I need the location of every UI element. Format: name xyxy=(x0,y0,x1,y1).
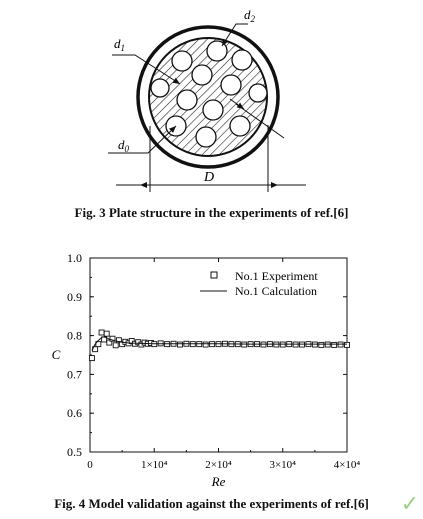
legend-label: No.1 Calculation xyxy=(235,284,317,298)
data-point xyxy=(319,342,324,347)
legend-label: No.1 Experiment xyxy=(235,269,318,283)
data-point xyxy=(177,342,182,347)
data-point xyxy=(203,342,208,347)
hole xyxy=(232,50,252,70)
plate-structure-diagram xyxy=(0,0,423,200)
hole xyxy=(249,84,267,102)
label-d1: $d_1$ xyxy=(114,36,125,53)
hole xyxy=(177,90,197,110)
hole xyxy=(207,41,227,61)
y-tick-label: 0.8 xyxy=(67,328,82,343)
hole xyxy=(221,75,241,95)
validation-chart xyxy=(0,244,423,494)
data-point xyxy=(99,330,104,335)
hole xyxy=(192,65,212,85)
data-point xyxy=(345,342,350,347)
y-tick-label: 0.6 xyxy=(67,406,82,421)
hole xyxy=(151,79,169,97)
figure-4 xyxy=(0,244,423,494)
data-point xyxy=(332,342,337,347)
data-point xyxy=(104,331,109,336)
y-axis-label: C xyxy=(51,347,61,362)
legend-square-swatch xyxy=(211,272,217,278)
label-d0: $d_0$ xyxy=(118,137,129,154)
hole xyxy=(196,127,216,147)
x-tick-label: 4×10⁴ xyxy=(333,459,361,471)
x-axis-label: Re xyxy=(211,474,226,489)
hole xyxy=(230,116,250,136)
figure-3 xyxy=(0,0,423,200)
check-icon: ✓ xyxy=(400,492,419,517)
fig3-caption: Fig. 3 Plate structure in the experiments of ref.[6] xyxy=(74,205,349,220)
y-tick-label: 0.7 xyxy=(67,367,82,382)
label-D: D xyxy=(204,170,215,185)
y-tick-label: 1.0 xyxy=(67,251,82,265)
data-point xyxy=(89,356,94,361)
y-tick-label: 0.9 xyxy=(67,289,82,304)
hole xyxy=(172,51,192,71)
data-point xyxy=(113,343,118,348)
fig4-caption: Fig. 4 Model validation against the experiments of ref.[6] xyxy=(54,496,369,511)
hole xyxy=(203,100,223,120)
x-tick-label: 2×10⁴ xyxy=(205,459,232,471)
label-d2: $d_2$ xyxy=(244,7,255,24)
y-tick-label: 0.5 xyxy=(67,445,82,459)
x-tick-label: 1×10⁴ xyxy=(140,459,168,471)
x-tick-label: 0 xyxy=(87,459,93,471)
x-tick-label: 3×10⁴ xyxy=(269,459,297,471)
